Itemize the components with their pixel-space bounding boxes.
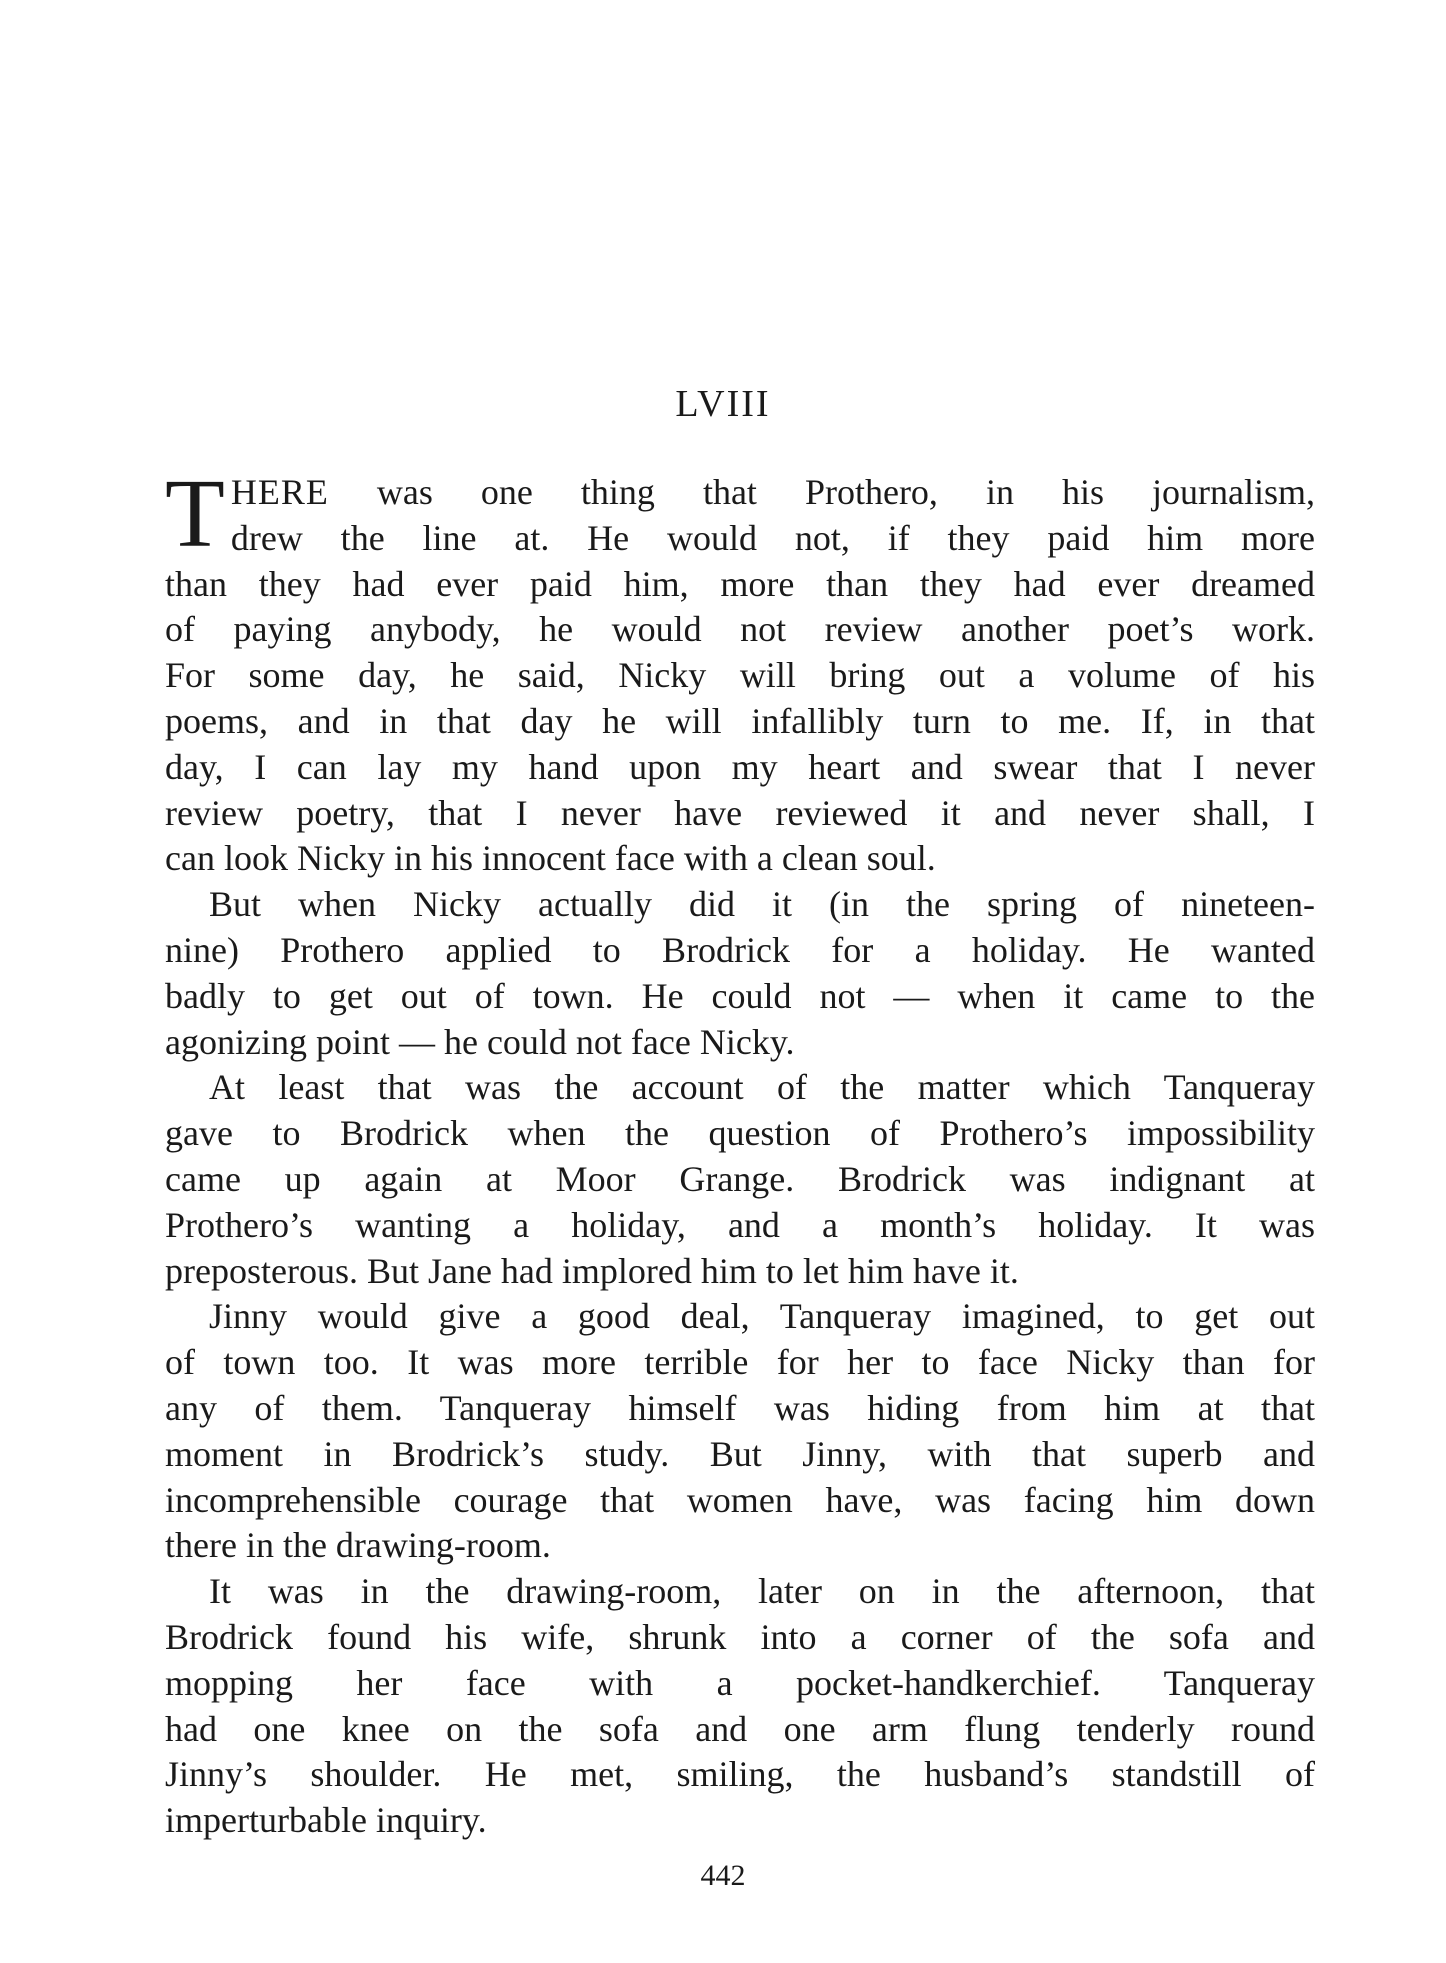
text-line: of town too. It was more terrible for her to face Nicky than for	[165, 1342, 1315, 1383]
text-line: For some day, he said, Nicky will bring out a volume of his	[165, 655, 1315, 696]
text-line: At least that was the account of the matter which Tanqueray	[209, 1067, 1315, 1108]
text-line: agonizing point — he could not face Nicky.	[165, 1021, 795, 1062]
paragraph-5	[165, 1569, 1315, 1844]
text-line: day, I can lay my hand upon my heart and swear that I never	[165, 746, 1315, 787]
text-line: poems, and in that day he will infallibly turn to me. If, in that	[165, 700, 1315, 741]
body-text	[165, 460, 1315, 1844]
text-line: Prothero’s wanting a holiday, and a month’s holiday. It was	[165, 1204, 1315, 1245]
text-line: review poetry, that I never have reviewed it and never shall, I	[165, 792, 1315, 833]
first-word-caps: HERE	[230, 472, 329, 512]
line-text: was one thing that Prothero, in his journalism,	[376, 472, 1315, 512]
text-line: preposterous. But Jane had implored him to let him have it.	[165, 1250, 1019, 1291]
paragraph-3	[165, 1065, 1315, 1294]
text-line: Jinny’s shoulder. He met, smiling, the husband’s standstill of	[165, 1754, 1315, 1795]
text-line: drew the line at. He would not, if they paid him more	[230, 517, 1315, 558]
text-line: of paying anybody, he would not review another poet’s work.	[165, 609, 1315, 650]
paragraph-2	[165, 882, 1315, 1065]
text-line: Jinny would give a good deal, Tanqueray imagined, to get out	[209, 1296, 1315, 1337]
page-number: 442	[700, 1859, 746, 1892]
text-line: moment in Brodrick’s study. But Jinny, with that superb and	[165, 1433, 1315, 1474]
text-line: It was in the drawing-room, later on in the afternoon, that	[209, 1571, 1315, 1612]
text-line: had one knee on the sofa and one arm flung tenderly round	[165, 1708, 1315, 1749]
paragraph-1	[165, 460, 1315, 882]
text-line: nine) Prothero applied to Brodrick for a holiday. He wanted	[165, 929, 1315, 970]
drop-cap: T	[165, 460, 225, 568]
text-line: imperturbable inquiry.	[165, 1800, 487, 1841]
chapter-heading: LVIII	[675, 383, 771, 425]
text-line: incomprehensible courage that women have, was facing him down	[165, 1479, 1315, 1520]
text-line: mopping her face with a pocket-handkerchief. Tanqueray	[165, 1662, 1315, 1703]
text-line: there in the drawing-room.	[165, 1525, 551, 1566]
text-line	[165, 470, 1315, 516]
text-line: came up again at Moor Grange. Brodrick was indignant at	[165, 1158, 1315, 1199]
paragraph-4	[165, 1294, 1315, 1569]
text-line: Brodrick found his wife, shrunk into a corner of the sofa and	[165, 1616, 1315, 1657]
text-line: can look Nicky in his innocent face with a clean soul.	[165, 838, 936, 879]
text-line: But when Nicky actually did it (in the spring of nineteen-	[209, 884, 1315, 925]
text-line: than they had ever paid him, more than they had ever dreamed	[165, 563, 1315, 604]
text-line: any of them. Tanqueray himself was hiding from him at that	[165, 1387, 1315, 1428]
text-line: badly to get out of town. He could not — when it came to the	[165, 975, 1315, 1016]
text-line: gave to Brodrick when the question of Prothero’s impossibility	[165, 1113, 1315, 1154]
